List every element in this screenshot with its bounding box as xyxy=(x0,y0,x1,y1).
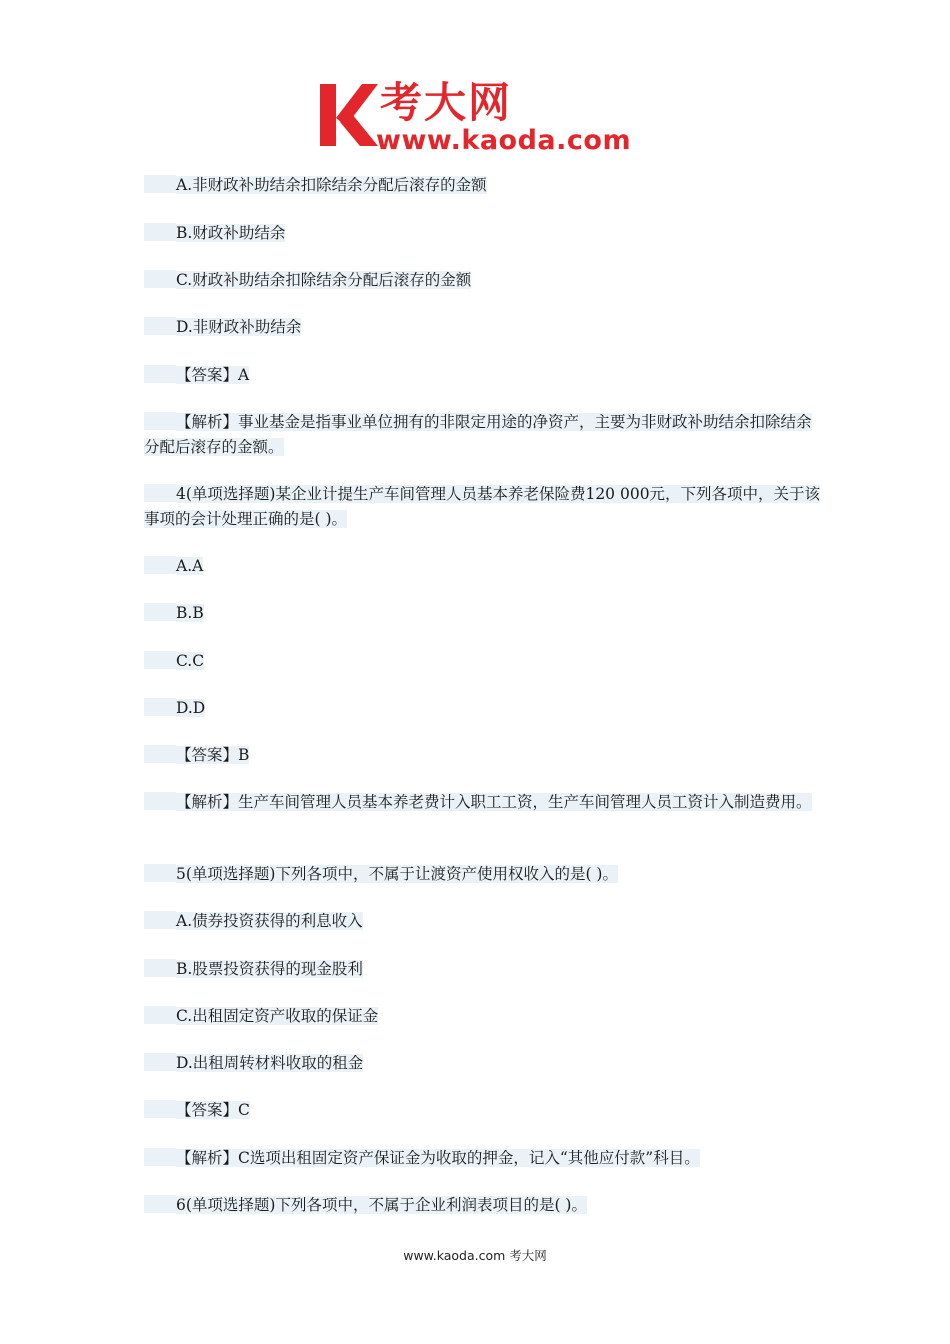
explanation: 【解析】C选项出租固定资产保证金为收取的押金，记入“其他应付款”科目。 xyxy=(144,1146,824,1171)
option-b: B.B xyxy=(144,601,824,626)
explanation: 【解析】事业基金是指事业单位拥有的非限定用途的净资产，主要为非财政补助结余扣除结余分配后滚存的金额。 xyxy=(144,413,812,456)
option-c: C.财政补助结余扣除结余分配后滚存的金额 xyxy=(144,268,824,293)
answer: 【答案】B xyxy=(144,743,824,768)
option-a: A.非财政补助结余扣除结余分配后滚存的金额 xyxy=(144,173,824,198)
explanation: 【解析】生产车间管理人员基本养老费计入职工工资，生产车间管理人员工资计入制造费用。 xyxy=(144,790,824,815)
k-logo-icon xyxy=(318,82,380,148)
answer: 【答案】A xyxy=(144,363,824,388)
question-6: 6(单项选择题)下列各项中，不属于企业利润表项目的是( )。 xyxy=(144,1193,824,1218)
answer: 【答案】C xyxy=(144,1098,824,1123)
option-b: B.股票投资获得的现金股利 xyxy=(144,957,824,982)
logo-chinese-name: 考大网 xyxy=(380,78,513,127)
option-d: D.D xyxy=(144,696,824,721)
option-c: C.C xyxy=(144,649,824,674)
option-c: C.出租固定资产收取的保证金 xyxy=(144,1004,824,1029)
kaoda-logo xyxy=(318,78,648,160)
option-d: D.出租周转材料收取的租金 xyxy=(144,1051,824,1076)
option-a: A.A xyxy=(144,554,824,579)
question-5: 5(单项选择题)下列各项中，不属于让渡资产使用权收入的是( )。 xyxy=(144,862,824,887)
option-b: B.财政补助结余 xyxy=(144,221,824,246)
option-a: A.债券投资获得的利息收入 xyxy=(144,909,824,934)
option-d: D.非财政补助结余 xyxy=(144,315,824,340)
logo-url: www.kaoda.com xyxy=(376,125,632,156)
question-4: 4(单项选择题)某企业计提生产车间管理人员基本养老保险费120 000元，下列各项中，关于该事项的会计处理正确的是( )。 xyxy=(144,485,821,528)
page-footer: www.kaoda.com 考大网 xyxy=(403,1248,547,1263)
